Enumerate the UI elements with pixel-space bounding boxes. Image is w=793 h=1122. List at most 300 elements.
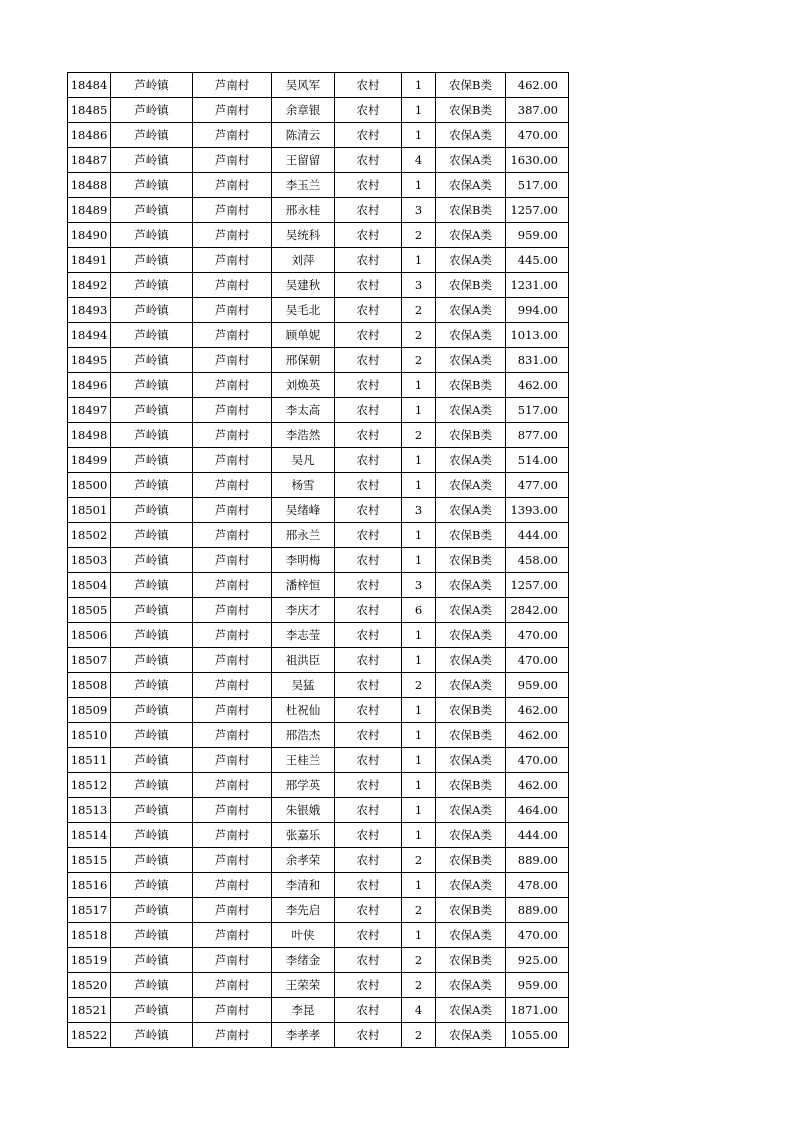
cell-id: 18522 [68,1023,111,1048]
table-row [68,723,569,748]
table-row [68,448,569,473]
cell-amount: 445.00 [506,248,569,273]
cell-type: 农村 [335,923,402,948]
cell-amount: 925.00 [506,948,569,973]
cell-name: 李清和 [272,873,335,898]
cell-id: 18489 [68,198,111,223]
table-row [68,148,569,173]
cell-amount: 1231.00 [506,273,569,298]
cell-count: 1 [402,623,436,648]
cell-category: 农保A类 [436,248,506,273]
cell-name: 顾单妮 [272,323,335,348]
table-row [68,173,569,198]
cell-id: 18506 [68,623,111,648]
cell-id: 18501 [68,498,111,523]
table-row [68,373,569,398]
cell-amount: 959.00 [506,223,569,248]
table-row [68,298,569,323]
cell-count: 1 [402,98,436,123]
table-row [68,673,569,698]
cell-category: 农保A类 [436,798,506,823]
cell-type: 农村 [335,73,402,98]
cell-count: 1 [402,798,436,823]
cell-amount: 889.00 [506,898,569,923]
cell-type: 农村 [335,473,402,498]
table-row [68,248,569,273]
cell-count: 1 [402,473,436,498]
cell-amount: 994.00 [506,298,569,323]
table-row [68,198,569,223]
cell-category: 农保A类 [436,123,506,148]
cell-id: 18496 [68,373,111,398]
cell-name: 陈清云 [272,123,335,148]
table-row [68,598,569,623]
table-row [68,973,569,998]
cell-name: 刘焕英 [272,373,335,398]
cell-name: 王桂兰 [272,748,335,773]
cell-name: 吴绪峰 [272,498,335,523]
cell-category: 农保A类 [436,473,506,498]
cell-type: 农村 [335,248,402,273]
cell-town: 芦岭镇 [111,173,193,198]
cell-type: 农村 [335,348,402,373]
cell-category: 农保B类 [436,98,506,123]
cell-town: 芦岭镇 [111,423,193,448]
cell-village: 芦南村 [193,223,272,248]
cell-id: 18491 [68,248,111,273]
cell-count: 3 [402,273,436,298]
cell-town: 芦岭镇 [111,723,193,748]
cell-town: 芦岭镇 [111,673,193,698]
cell-category: 农保A类 [436,398,506,423]
cell-town: 芦岭镇 [111,923,193,948]
table-row [68,898,569,923]
cell-id: 18485 [68,98,111,123]
cell-village: 芦南村 [193,373,272,398]
cell-type: 农村 [335,773,402,798]
cell-type: 农村 [335,498,402,523]
table-row [68,623,569,648]
table-body [68,73,569,1048]
cell-category: 农保B类 [436,898,506,923]
cell-id: 18495 [68,348,111,373]
cell-id: 18488 [68,173,111,198]
cell-amount: 514.00 [506,448,569,473]
table-row [68,548,569,573]
cell-id: 18484 [68,73,111,98]
cell-village: 芦南村 [193,898,272,923]
table-row [68,748,569,773]
cell-amount: 470.00 [506,748,569,773]
cell-name: 吴毛北 [272,298,335,323]
cell-village: 芦南村 [193,1023,272,1048]
cell-count: 3 [402,498,436,523]
cell-count: 1 [402,548,436,573]
cell-amount: 1055.00 [506,1023,569,1048]
cell-town: 芦岭镇 [111,898,193,923]
cell-village: 芦南村 [193,748,272,773]
cell-town: 芦岭镇 [111,698,193,723]
cell-amount: 462.00 [506,373,569,398]
cell-name: 朱银娥 [272,798,335,823]
cell-category: 农保A类 [436,348,506,373]
cell-type: 农村 [335,123,402,148]
cell-town: 芦岭镇 [111,973,193,998]
cell-amount: 470.00 [506,623,569,648]
cell-town: 芦岭镇 [111,598,193,623]
cell-village: 芦南村 [193,648,272,673]
cell-id: 18502 [68,523,111,548]
cell-name: 吴风军 [272,73,335,98]
cell-town: 芦岭镇 [111,823,193,848]
cell-amount: 831.00 [506,348,569,373]
table-row [68,323,569,348]
cell-type: 农村 [335,898,402,923]
records-table [67,72,569,1048]
cell-village: 芦南村 [193,198,272,223]
cell-count: 2 [402,973,436,998]
cell-category: 农保A类 [436,498,506,523]
cell-name: 邢永兰 [272,523,335,548]
cell-amount: 1393.00 [506,498,569,523]
table-row [68,848,569,873]
cell-count: 1 [402,448,436,473]
cell-type: 农村 [335,973,402,998]
cell-village: 芦南村 [193,98,272,123]
cell-amount: 1257.00 [506,198,569,223]
cell-category: 农保B类 [436,548,506,573]
cell-type: 农村 [335,573,402,598]
cell-town: 芦岭镇 [111,248,193,273]
table-row [68,473,569,498]
cell-village: 芦南村 [193,973,272,998]
table-row [68,698,569,723]
cell-category: 农保A类 [436,673,506,698]
table-row [68,823,569,848]
cell-town: 芦岭镇 [111,573,193,598]
cell-type: 农村 [335,198,402,223]
cell-town: 芦岭镇 [111,348,193,373]
table-row [68,948,569,973]
table-row [68,773,569,798]
cell-town: 芦岭镇 [111,73,193,98]
cell-count: 2 [402,1023,436,1048]
cell-name: 吴凡 [272,448,335,473]
cell-category: 农保A类 [436,823,506,848]
cell-name: 李庆才 [272,598,335,623]
cell-amount: 1013.00 [506,323,569,348]
cell-type: 农村 [335,398,402,423]
cell-amount: 458.00 [506,548,569,573]
cell-amount: 477.00 [506,473,569,498]
cell-type: 农村 [335,448,402,473]
cell-village: 芦南村 [193,498,272,523]
table-row [68,348,569,373]
cell-village: 芦南村 [193,998,272,1023]
cell-town: 芦岭镇 [111,948,193,973]
cell-id: 18498 [68,423,111,448]
cell-count: 3 [402,198,436,223]
cell-type: 农村 [335,223,402,248]
cell-type: 农村 [335,698,402,723]
cell-name: 叶侠 [272,923,335,948]
cell-village: 芦南村 [193,398,272,423]
cell-category: 农保B类 [436,423,506,448]
cell-name: 李浩然 [272,423,335,448]
cell-category: 农保B类 [436,198,506,223]
cell-village: 芦南村 [193,423,272,448]
cell-town: 芦岭镇 [111,223,193,248]
cell-amount: 464.00 [506,798,569,823]
table-row [68,523,569,548]
cell-name: 杜祝仙 [272,698,335,723]
cell-town: 芦岭镇 [111,748,193,773]
table-row [68,398,569,423]
cell-count: 1 [402,523,436,548]
cell-category: 农保B类 [436,948,506,973]
cell-amount: 1630.00 [506,148,569,173]
cell-id: 18497 [68,398,111,423]
cell-name: 李昆 [272,998,335,1023]
cell-village: 芦南村 [193,323,272,348]
cell-id: 18503 [68,548,111,573]
cell-category: 农保A类 [436,1023,506,1048]
cell-name: 李绪金 [272,948,335,973]
cell-amount: 444.00 [506,823,569,848]
cell-count: 1 [402,723,436,748]
table-row [68,423,569,448]
cell-category: 农保B类 [436,523,506,548]
cell-town: 芦岭镇 [111,123,193,148]
cell-village: 芦南村 [193,248,272,273]
cell-name: 祖洪臣 [272,648,335,673]
cell-name: 李先启 [272,898,335,923]
cell-id: 18492 [68,273,111,298]
cell-name: 吴猛 [272,673,335,698]
cell-village: 芦南村 [193,673,272,698]
cell-count: 3 [402,573,436,598]
cell-amount: 1871.00 [506,998,569,1023]
cell-amount: 959.00 [506,973,569,998]
cell-count: 6 [402,598,436,623]
cell-category: 农保A类 [436,648,506,673]
cell-type: 农村 [335,98,402,123]
cell-count: 4 [402,998,436,1023]
cell-name: 余章银 [272,98,335,123]
cell-count: 1 [402,748,436,773]
cell-id: 18520 [68,973,111,998]
cell-count: 2 [402,948,436,973]
cell-village: 芦南村 [193,173,272,198]
cell-count: 1 [402,773,436,798]
cell-id: 18513 [68,798,111,823]
cell-id: 18493 [68,298,111,323]
cell-name: 王荣荣 [272,973,335,998]
cell-category: 农保B类 [436,723,506,748]
cell-name: 邢学英 [272,773,335,798]
cell-count: 2 [402,323,436,348]
cell-town: 芦岭镇 [111,448,193,473]
cell-name: 王留留 [272,148,335,173]
cell-village: 芦南村 [193,573,272,598]
cell-amount: 1257.00 [506,573,569,598]
cell-village: 芦南村 [193,523,272,548]
cell-town: 芦岭镇 [111,473,193,498]
cell-village: 芦南村 [193,273,272,298]
cell-name: 吴建秋 [272,273,335,298]
cell-town: 芦岭镇 [111,148,193,173]
table-row [68,573,569,598]
cell-amount: 2842.00 [506,598,569,623]
cell-village: 芦南村 [193,548,272,573]
cell-type: 农村 [335,673,402,698]
cell-category: 农保A类 [436,223,506,248]
cell-count: 1 [402,73,436,98]
cell-village: 芦南村 [193,948,272,973]
cell-town: 芦岭镇 [111,398,193,423]
cell-category: 农保A类 [436,998,506,1023]
cell-category: 农保A类 [436,173,506,198]
cell-type: 农村 [335,523,402,548]
table-row [68,648,569,673]
cell-count: 2 [402,298,436,323]
cell-type: 农村 [335,848,402,873]
cell-town: 芦岭镇 [111,323,193,348]
cell-amount: 478.00 [506,873,569,898]
cell-type: 农村 [335,798,402,823]
cell-count: 2 [402,673,436,698]
cell-count: 2 [402,848,436,873]
cell-category: 农保B类 [436,698,506,723]
cell-id: 18504 [68,573,111,598]
cell-amount: 444.00 [506,523,569,548]
cell-village: 芦南村 [193,298,272,323]
cell-name: 吴统科 [272,223,335,248]
cell-id: 18521 [68,998,111,1023]
cell-id: 18494 [68,323,111,348]
cell-town: 芦岭镇 [111,548,193,573]
cell-name: 邢保朝 [272,348,335,373]
cell-name: 李太高 [272,398,335,423]
table-row [68,873,569,898]
cell-id: 18519 [68,948,111,973]
cell-name: 潘梓恒 [272,573,335,598]
cell-village: 芦南村 [193,123,272,148]
cell-name: 余孝荣 [272,848,335,873]
cell-town: 芦岭镇 [111,373,193,398]
cell-town: 芦岭镇 [111,98,193,123]
cell-town: 芦岭镇 [111,523,193,548]
cell-amount: 517.00 [506,173,569,198]
cell-category: 农保B类 [436,73,506,98]
cell-town: 芦岭镇 [111,848,193,873]
cell-type: 农村 [335,423,402,448]
cell-village: 芦南村 [193,148,272,173]
table-row [68,998,569,1023]
cell-id: 18511 [68,748,111,773]
cell-amount: 470.00 [506,923,569,948]
cell-amount: 959.00 [506,673,569,698]
table-row [68,1023,569,1048]
cell-village: 芦南村 [193,773,272,798]
cell-count: 2 [402,223,436,248]
cell-name: 杨雪 [272,473,335,498]
cell-town: 芦岭镇 [111,623,193,648]
cell-count: 1 [402,698,436,723]
cell-type: 农村 [335,873,402,898]
cell-category: 农保A类 [436,598,506,623]
cell-town: 芦岭镇 [111,798,193,823]
cell-town: 芦岭镇 [111,873,193,898]
cell-id: 18500 [68,473,111,498]
cell-id: 18515 [68,848,111,873]
cell-village: 芦南村 [193,723,272,748]
cell-type: 农村 [335,598,402,623]
table-row [68,798,569,823]
cell-name: 刘萍 [272,248,335,273]
table-row [68,923,569,948]
cell-name: 邢浩杰 [272,723,335,748]
cell-id: 18512 [68,773,111,798]
cell-count: 1 [402,873,436,898]
cell-count: 1 [402,173,436,198]
cell-category: 农保A类 [436,748,506,773]
cell-type: 农村 [335,948,402,973]
cell-category: 农保A类 [436,873,506,898]
cell-count: 1 [402,823,436,848]
cell-name: 李志莹 [272,623,335,648]
cell-amount: 462.00 [506,723,569,748]
cell-id: 18517 [68,898,111,923]
cell-id: 18486 [68,123,111,148]
cell-category: 农保B类 [436,373,506,398]
cell-category: 农保B类 [436,848,506,873]
cell-count: 1 [402,648,436,673]
table-row [68,98,569,123]
cell-village: 芦南村 [193,823,272,848]
cell-id: 18516 [68,873,111,898]
table-row [68,223,569,248]
cell-count: 1 [402,923,436,948]
cell-count: 2 [402,348,436,373]
cell-village: 芦南村 [193,923,272,948]
cell-town: 芦岭镇 [111,648,193,673]
cell-type: 农村 [335,723,402,748]
cell-village: 芦南村 [193,623,272,648]
cell-category: 农保B类 [436,773,506,798]
cell-count: 1 [402,398,436,423]
cell-village: 芦南村 [193,473,272,498]
cell-count: 1 [402,123,436,148]
cell-id: 18509 [68,698,111,723]
cell-type: 农村 [335,1023,402,1048]
cell-id: 18514 [68,823,111,848]
cell-town: 芦岭镇 [111,998,193,1023]
cell-category: 农保A类 [436,923,506,948]
table-row [68,273,569,298]
table-row [68,73,569,98]
cell-village: 芦南村 [193,848,272,873]
cell-count: 2 [402,898,436,923]
cell-town: 芦岭镇 [111,273,193,298]
cell-type: 农村 [335,373,402,398]
cell-town: 芦岭镇 [111,298,193,323]
cell-type: 农村 [335,623,402,648]
cell-village: 芦南村 [193,598,272,623]
cell-type: 农村 [335,173,402,198]
cell-type: 农村 [335,273,402,298]
cell-amount: 462.00 [506,698,569,723]
